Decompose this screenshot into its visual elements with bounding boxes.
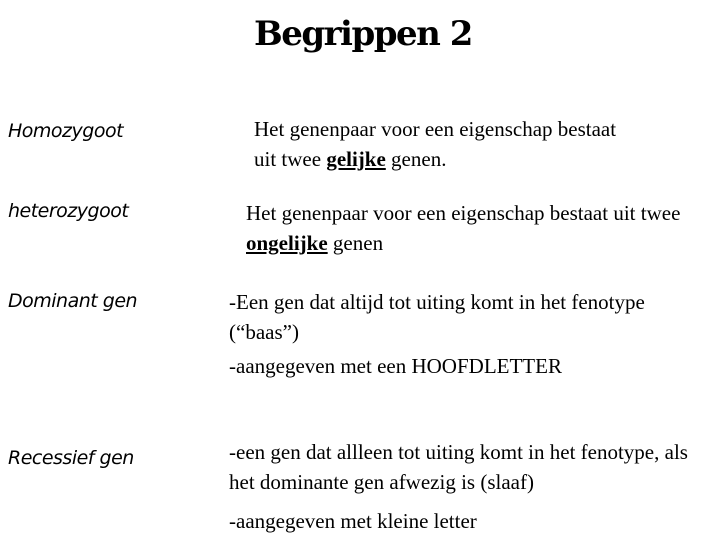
definition-dominant-gen: -Een gen dat altijd tot uiting komt in het fenotype (“baas”) (229, 290, 645, 344)
definition-homozygoot (254, 114, 634, 174)
definition-text-end: genen (327, 231, 384, 255)
emphasis-word: ongelijke (246, 231, 328, 255)
term-dominant-gen: Dominant gen (8, 290, 138, 312)
definition-text: Het genenpaar voor een eigenschap bestaat uit twee (246, 201, 681, 225)
definition-text: Het genenpaar voor een eigenschap bestaat uit twee (254, 117, 617, 171)
note-dominant-gen: -aangegeven met een HOOFDLETTER (229, 354, 562, 378)
emphasis-word: gelijke (326, 147, 386, 171)
term-homozygoot: Homozygoot (8, 120, 124, 142)
note-recessief-gen: -aangegeven met kleine letter (229, 509, 477, 533)
term-heterozygoot: heterozygoot (8, 200, 129, 222)
definition-text-end: genen. (385, 147, 447, 171)
slide-title: Begrippen 2 (254, 14, 472, 54)
definition-recessief-gen: -een gen dat allleen tot uiting komt in het fenotype, als het dominante gen afwezig is (slaaf) (229, 440, 688, 494)
term-recessief-gen: Recessief gen (8, 447, 134, 469)
definition-heterozygoot (246, 198, 706, 258)
